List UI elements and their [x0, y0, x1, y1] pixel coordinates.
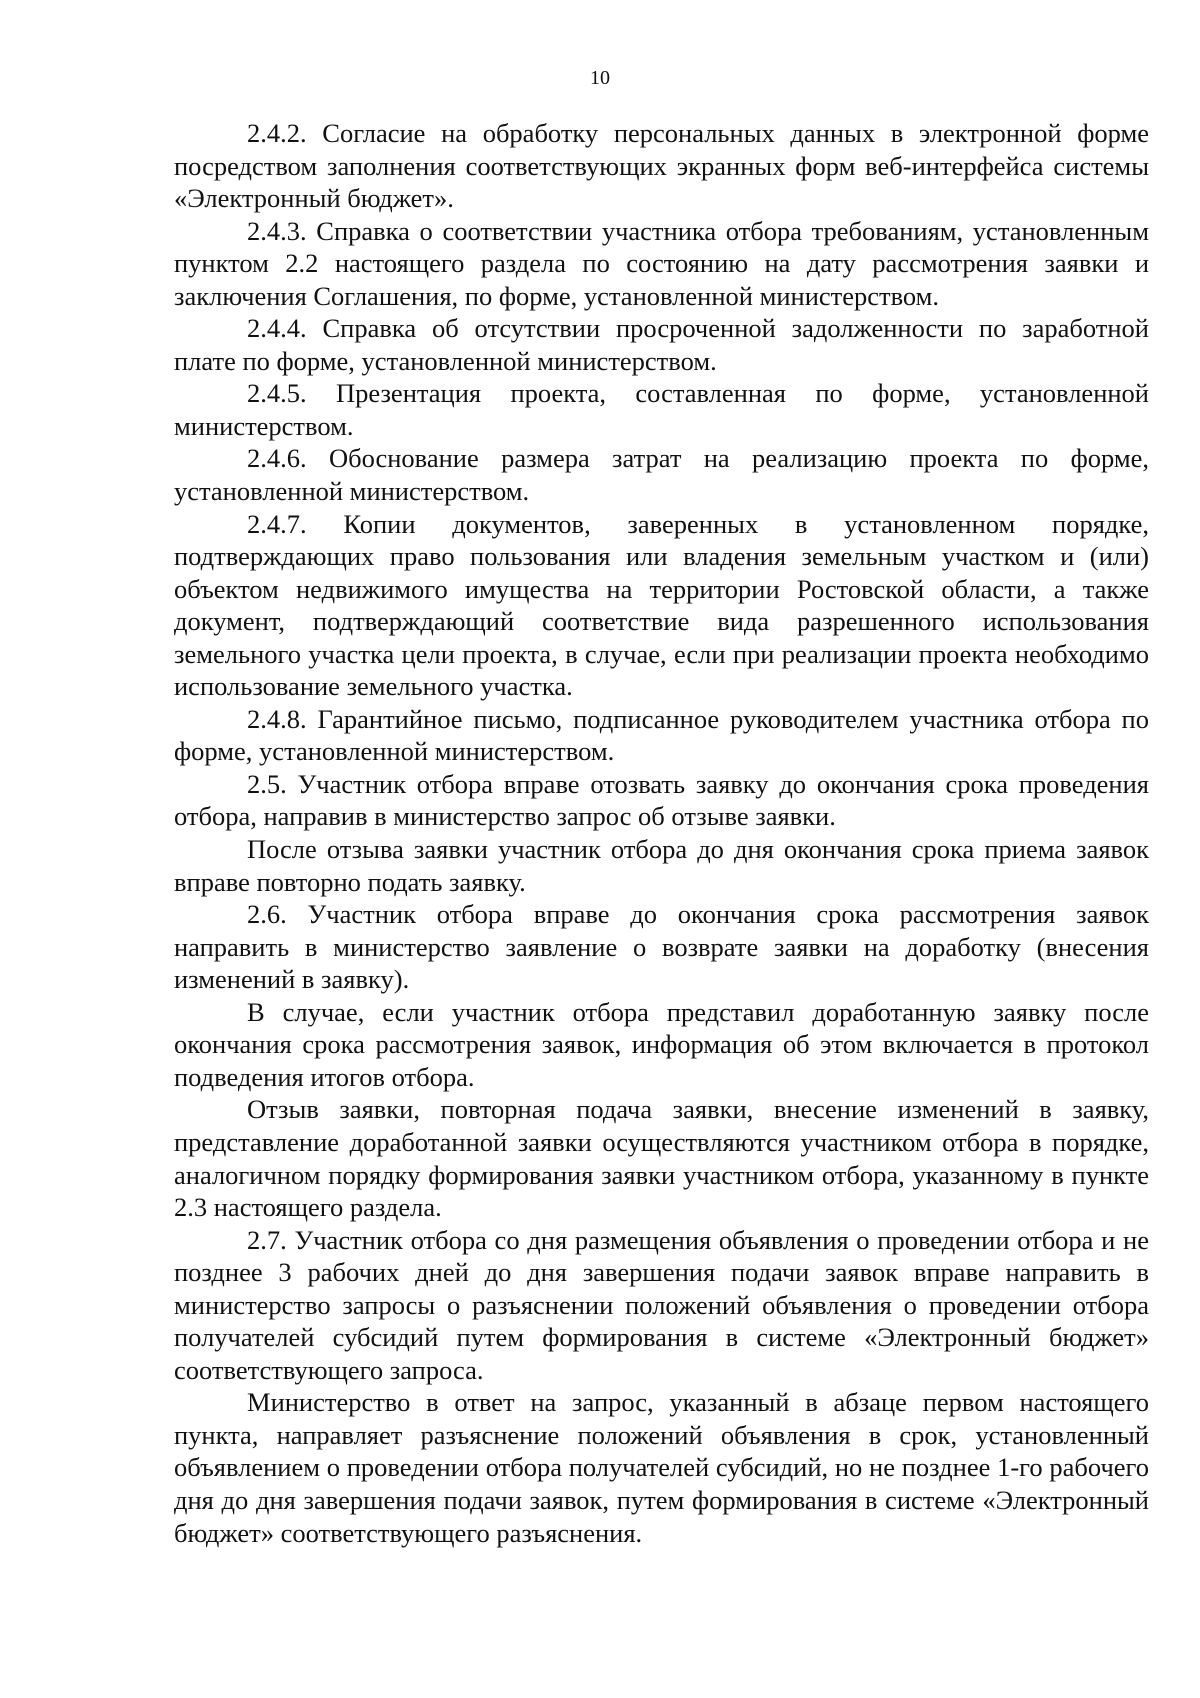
paragraph-withdrawal: После отзыва заявки участник отбора до дня окончания срока приема заявок вправе повторно подать заявку. [174, 834, 1149, 897]
page-number: 10 [590, 67, 610, 89]
paragraph-procedure: Отзыв заявки, повторная подача заявки, внесение изменений в заявку, представление доработанной заявки осуществляются участником отбора в порядке, аналогичном порядку формирования заявки участником отбора, указанному в пункте 2.3 настоящего раздела. [174, 1094, 1149, 1223]
document-body [174, 117, 1149, 1549]
paragraph-ministry-response: Министерство в ответ на запрос, указанный в абзаце первом настоящего пункта, направляет разъяснение положений объявления в срок, установленный объявлением о проведении отбора получателей субсидий, но не позднее 1-го рабочего дня до дня завершения подачи заявок, путем формирования в системе «Электронный бюджет» соответствующего разъяснения. [174, 1387, 1149, 1548]
paragraph-2-4-7: 2.4.7. Копии документов, заверенных в установленном порядке, подтверждающих право пользования или владения земельным участком и (или) объектом недвижимого имущества на территории Ростовской области, а также документ, подтверждающий соответствие вида разрешенного использования земельного участка цели проекта, в случае, если при реализации проекта необходимо использование земельного участка. [174, 508, 1149, 702]
paragraph-2-4-2: 2.4.2. Согласие на обработку персональных данных в электронной форме посредством заполнения соответствующих экранных форм веб-интерфейса системы «Электронный бюджет». [174, 118, 1149, 214]
paragraph-2-6: 2.6. Участник отбора вправе до окончания срока рассмотрения заявок направить в министерство заявление о возврате заявки на доработку (внесения изменений в заявку). [174, 899, 1149, 995]
paragraph-2-5: 2.5. Участник отбора вправе отозвать заявку до окончания срока проведения отбора, направив в министерство запрос об отзыве заявки. [174, 768, 1149, 832]
paragraph-2-4-3: 2.4.3. Справка о соответствии участника отбора требованиям, установленным пунктом 2.2 настоящего раздела по состоянию на дату рассмотрения заявки и заключения Соглашения, по форме, установленной министерством. [174, 215, 1149, 311]
paragraph-2-4-4: 2.4.4. Справка об отсутствии просроченной задолженности по заработной плате по форме, установленной министерством. [174, 313, 1149, 376]
paragraph-2-4-8: 2.4.8. Гарантийное письмо, подписанное руководителем участника отбора по форме, установленной министерством. [174, 703, 1149, 767]
paragraph-2-4-6: 2.4.6. Обоснование размера затрат на реализацию проекта по форме, установленной министерством. [174, 443, 1149, 507]
paragraph-revised-application: В случае, если участник отбора представил доработанную заявку после окончания срока рассмотрения заявок, информация об этом включается в протокол подведения итогов отбора. [174, 996, 1149, 1092]
paragraph-2-4-5: 2.4.5. Презентация проекта, составленная по форме, установленной министерством. [174, 378, 1149, 441]
paragraph-2-7: 2.7. Участник отбора со дня размещения объявления о проведении отбора и не позднее 3 рабочих дней до дня завершения подачи заявок вправе направить в министерство запросы о разъяснении положений объявления о проведении отбора получателей субсидий путем формирования в системе «Электронный бюджет» соответствующего запроса. [174, 1224, 1149, 1385]
